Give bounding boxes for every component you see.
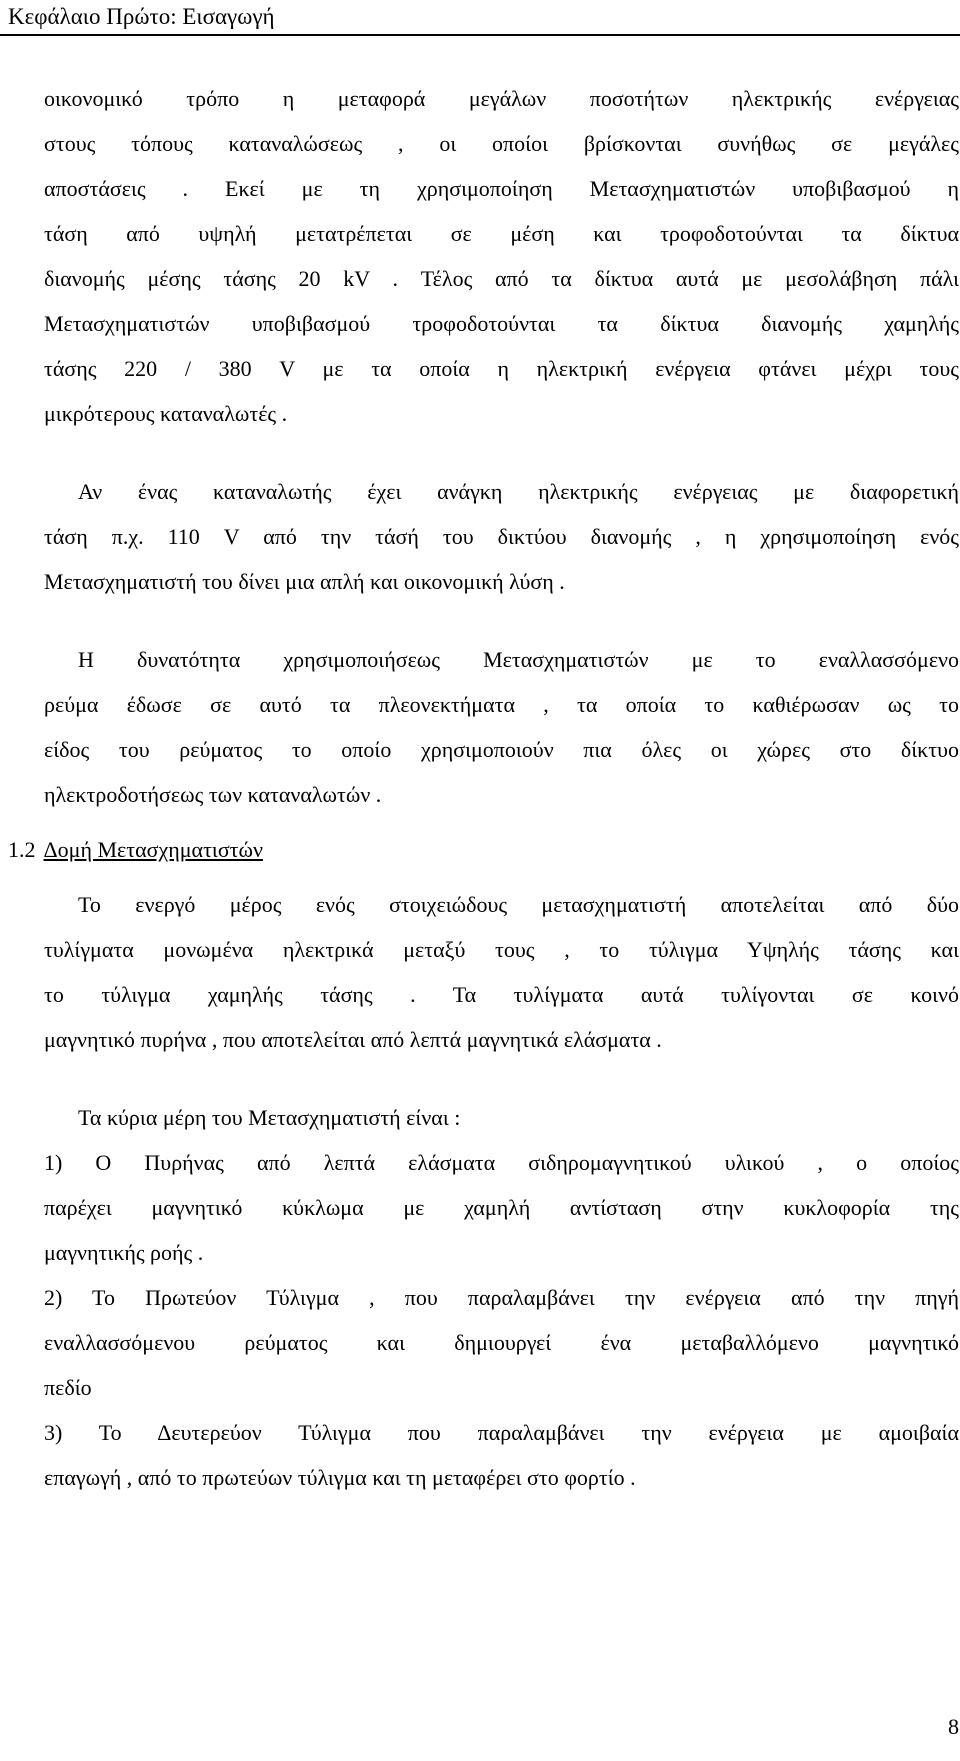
text-line: ρεύμα έδωσε σε αυτό τα πλεονεκτήματα , τα οποία το καθιέρωσαν ως το	[44, 692, 959, 717]
list-item	[44, 1275, 959, 1410]
text-line: τυλίγματα μονωμένα ηλεκτρικά μεταξύ τους , το τύλιγμα Υψηλής τάσης και	[44, 937, 959, 962]
page-body	[8, 76, 959, 1500]
text-line: το τύλιγμα χαμηλής τάσης . Τα τυλίγματα αυτά τυλίγονται σε κοινό	[44, 982, 959, 1007]
text-line: Μετασχηματιστών υποβιβασμού τροφοδοτούνται τα δίκτυα διανομής χαμηλής	[44, 311, 959, 336]
text-line: είδος του ρεύματος το οποίο χρησιμοποιούν πια όλες οι χώρες στο δίκτυο	[44, 737, 959, 762]
text-line: 1) Ο Πυρήνας από λεπτά ελάσματα σιδηρομαγνητικού υλικού , ο οποίος	[44, 1150, 959, 1175]
text-line: αποστάσεις . Εκεί με τη χρησιμοποίηση Μετασχηματιστών υποβιβασμού η	[44, 176, 959, 201]
section-title: Δομή Μετασχηματιστών	[43, 837, 263, 862]
paragraph-3	[44, 637, 959, 817]
list-item	[44, 1410, 959, 1500]
text-line: επαγωγή , από το πρωτεύων τύλιγμα και τη μεταφέρει στο φορτίο .	[44, 1465, 636, 1490]
chapter-title: Κεφάλαιο Πρώτο: Εισαγωγή	[8, 4, 275, 29]
text-line: Το ενεργό μέρος ενός στοιχειώδους μετασχηματιστή αποτελείται από δύο	[78, 892, 959, 917]
text-line: 2) Το Πρωτεύον Τύλιγμα , που παραλαμβάνει την ενέργεια από την πηγή	[44, 1285, 959, 1310]
section-heading	[8, 827, 959, 872]
list-intro: Τα κύρια μέρη του Μετασχηματιστή είναι :	[78, 1105, 461, 1130]
text-line: τάση π.χ. 110 V από την τάσή του δικτύου διανομής , η χρησιμοποίηση ενός	[44, 524, 959, 549]
page-number: 8	[948, 1714, 959, 1739]
list-item	[44, 1140, 959, 1275]
text-line: τάσης 220 / 380 V με τα οποία η ηλεκτρική ενέργεια φτάνει μέχρι τους	[44, 356, 959, 381]
text-line: πεδίο	[44, 1375, 92, 1400]
text-line: Μετασχηματιστή του δίνει μια απλή και οικονομική λύση .	[44, 569, 565, 594]
paragraph-2	[44, 469, 959, 604]
section-number: 1.2	[8, 837, 36, 862]
paragraph-1	[44, 76, 959, 436]
text-line: 3) Το Δευτερεύον Τύλιγμα που παραλαμβάνει την ενέργεια με αμοιβαία	[44, 1420, 959, 1445]
text-line: τάση από υψηλή μετατρέπεται σε μέση και τροφοδοτούνται τα δίκτυα	[44, 221, 959, 246]
text-line: εναλλασσόμενου ρεύματος και δημιουργεί ένα μεταβαλλόμενο μαγνητικό	[44, 1330, 959, 1355]
text-line: παρέχει μαγνητικό κύκλωμα με χαμηλή αντίσταση στην κυκλοφορία της	[44, 1195, 959, 1220]
parts-list	[44, 1095, 959, 1500]
text-line: ηλεκτροδοτήσεως των καταναλωτών .	[44, 782, 382, 807]
text-line: στους τόπους καταναλώσεως , οι οποίοι βρίσκονται συνήθως σε μεγάλες	[44, 131, 959, 156]
paragraph-4	[44, 882, 959, 1062]
text-line: διανομής μέσης τάσης 20 kV . Τέλος από τα δίκτυα αυτά με μεσολάβηση πάλι	[44, 266, 959, 291]
text-line: μαγνητικής ροής .	[44, 1240, 204, 1265]
text-line: μαγνητικό πυρήνα , που αποτελείται από λεπτά μαγνητικά ελάσματα .	[44, 1027, 662, 1052]
text-line: Η δυνατότητα χρησιμοποιήσεως Μετασχηματιστών με το εναλλασσόμενο	[78, 647, 959, 672]
text-line: οικονομικό τρόπο η μεταφορά μεγάλων ποσοτήτων ηλεκτρικής ενέργειας	[44, 86, 959, 111]
text-line: Αν ένας καταναλωτής έχει ανάγκη ηλεκτρικής ενέργειας με διαφορετική	[78, 479, 959, 504]
text-line: μικρότερους καταναλωτές .	[44, 401, 288, 426]
running-header	[0, 0, 960, 36]
